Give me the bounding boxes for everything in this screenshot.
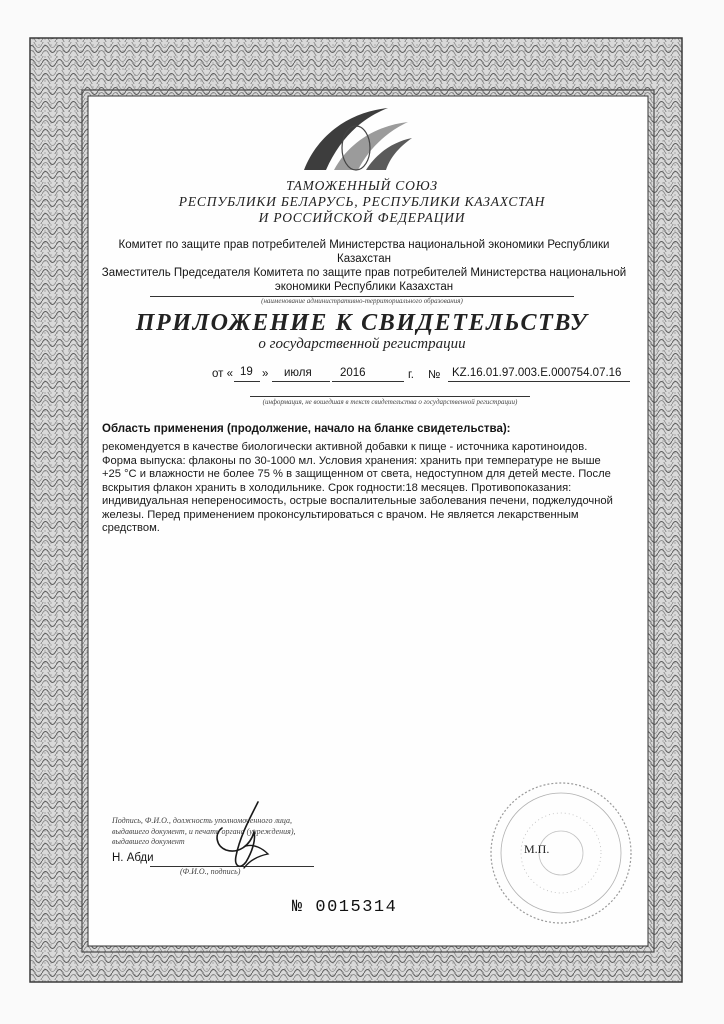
authority-caption: (наименование административно-территориального образования) bbox=[261, 297, 463, 305]
official-stamp bbox=[486, 778, 636, 928]
authority-line: экономики Республики Казахстан bbox=[274, 281, 454, 293]
authority-line: Казахстан bbox=[337, 253, 391, 265]
section-heading: Область применения (продолжение, начало на бланке свидетельства): bbox=[102, 423, 511, 435]
registration-number: KZ.16.01.97.003.E.000754.07.16 bbox=[452, 367, 622, 379]
year-underline bbox=[332, 381, 404, 382]
info-caption: (информация, не вошедшая в текст свидетельства о государственной регистрации) bbox=[262, 398, 518, 406]
union-line: ТАМОЖЕННЫЙ СОЮЗ bbox=[286, 178, 438, 193]
document-subtitle: о государственной регистрации bbox=[258, 336, 466, 352]
document-title: ПРИЛОЖЕНИЕ К СВИДЕТЕЛЬСТВУ bbox=[135, 310, 589, 336]
body-line: индивидуальная непереносимость, острые воспалительные заболевания печени, поджелудочной bbox=[102, 495, 613, 507]
union-line: РЕСПУБЛИКИ БЕЛАРУСЬ, РЕСПУБЛИКИ КАЗАХСТАН bbox=[178, 194, 546, 209]
body-line: железы. Перед применением проконсультироваться с врачом. Не является лекарственным bbox=[102, 508, 579, 521]
body-line: +25 °С и влажности не более 75 % в защищенном от света, недоступном для детей месте. После bbox=[102, 468, 611, 480]
body-line: средством. bbox=[102, 522, 160, 534]
union-line: И РОССИЙСКОЙ ФЕДЕРАЦИИ bbox=[258, 210, 466, 225]
info-underline bbox=[250, 396, 530, 397]
date-day-close: » bbox=[262, 368, 269, 380]
stamp-label: М.П. bbox=[524, 842, 550, 856]
number-underline bbox=[448, 381, 630, 382]
signature-caption-line: Подпись, Ф.И.О., должность уполномоченного лица, bbox=[112, 816, 293, 825]
signature-name-caption: (Ф.И.О., подпись) bbox=[180, 867, 241, 876]
authority-line: Заместитель Председателя Комитета по защите прав потребителей Министерства национальной bbox=[101, 267, 627, 279]
customs-union-emblem bbox=[296, 104, 416, 182]
body-line: рекомендуется в качестве биологически активной добавки к пище - источника каротиноидов. bbox=[102, 441, 588, 453]
issuing-authority bbox=[90, 238, 638, 294]
registration-number-label: № bbox=[428, 369, 441, 381]
handwritten-signature bbox=[196, 796, 286, 876]
date-day: 19 bbox=[240, 366, 253, 378]
body-line: Форма выпуска: флаконы по 30-1000 мл. Условия хранения: хранить при температуре не выше bbox=[102, 454, 601, 467]
date-year: 2016 bbox=[340, 367, 366, 379]
date-year-suffix: г. bbox=[408, 369, 414, 381]
union-title bbox=[170, 178, 554, 226]
date-from-label: от « bbox=[212, 368, 234, 380]
month-underline bbox=[272, 381, 330, 382]
authority-line: Комитет по защите прав потребителей Министерства национальной экономики Республики bbox=[118, 239, 610, 251]
signature-caption-line: выдавшего документ bbox=[112, 837, 185, 846]
signer-name: Н. Абди bbox=[112, 852, 154, 864]
day-underline bbox=[234, 381, 260, 382]
form-serial-number: № 0015314 bbox=[292, 898, 398, 917]
date-month: июля bbox=[284, 367, 312, 379]
body-line: вскрытия флакон хранить в холодильнике. Срок годности:18 месяцев. Противопоказания: bbox=[102, 481, 572, 494]
signature-caption-line: выдавшего документ, и печать органа (учреждения), bbox=[112, 826, 296, 836]
scope-body-text bbox=[102, 441, 636, 536]
